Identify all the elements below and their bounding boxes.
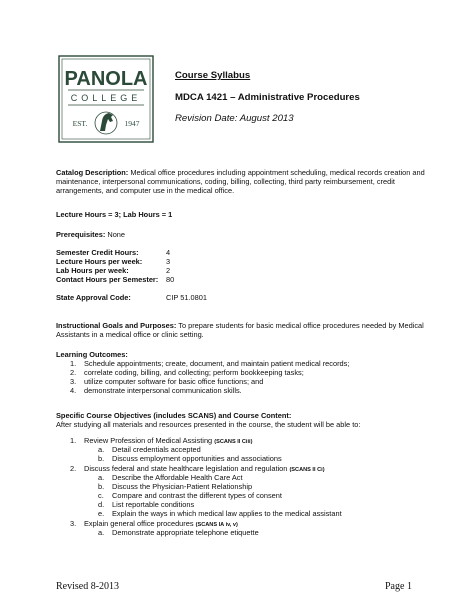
hours-value: 4 <box>166 248 171 257</box>
list-item: 2. correlate coding, billing, and collecting; perform bookkeeping tasks; <box>70 368 304 377</box>
list-item: 3. utilize computer software for basic office functions; and <box>70 377 264 386</box>
hours-value: 2 <box>166 266 171 275</box>
goals-text: To prepare students for basic medical office procedures needed by Medical Assistants in a medical office or clinic setting. <box>56 321 424 340</box>
list-item: 1. Schedule appointments; create, document, and maintain patient medical records; <box>70 359 350 368</box>
objective-item: 3. Explain general office procedures (SCANS IA iv, v) <box>70 519 238 528</box>
course-title: MDCA 1421 – Administrative Procedures <box>175 92 360 103</box>
state-approval-value: CIP 51.0801 <box>166 293 207 302</box>
logo-year: 1947 <box>124 119 140 128</box>
objectives-heading: Specific Course Objectives (includes SCANS) and Course Content: <box>56 411 292 420</box>
logo-est: EST. <box>72 119 88 128</box>
footer-revised: Revised 8-2013 <box>56 581 120 592</box>
logo-sub: COLLEGE <box>70 93 142 103</box>
scans-code: (SCANS IA iv, v) <box>195 522 238 528</box>
hours-label: Semester Credit Hours: <box>56 248 139 257</box>
objective-item: 2. Discuss federal and state healthcare legislation and regulation (SCANS II Ci) <box>70 464 325 473</box>
hours-row <box>56 266 170 275</box>
objective-subitem: d. List reportable conditions <box>98 500 195 509</box>
hours-label: Lecture Hours per week: <box>56 257 143 266</box>
objectives-intro: After studying all materials and resources presented in the course, the student will be able to: <box>56 420 361 429</box>
hours-label: Contact Hours per Semester: <box>56 275 159 284</box>
objective-subitem: a. Describe the Affordable Health Care Act <box>98 473 243 482</box>
outcome-text: Schedule appointments; create, document, and maintain patient medical records; <box>84 359 350 368</box>
catalog-description <box>56 168 426 196</box>
objective-text: Explain general office procedures <box>84 519 194 528</box>
goals-label: Instructional Goals and Purposes: <box>56 321 177 330</box>
outcome-text: correlate coding, billing, and collecting; perform bookkeeping tasks; <box>84 368 304 377</box>
subitem-text: Describe the Affordable Health Care Act <box>112 473 243 482</box>
objective-subitem: c. Compare and contrast the different types of consent <box>98 491 282 500</box>
outcome-text: utilize computer software for basic office functions; and <box>84 377 264 386</box>
catalog-label: Catalog Description: <box>56 168 129 177</box>
hours-label: Lab Hours per week: <box>56 266 129 275</box>
objective-subitem: a. Detail credentials accepted <box>98 445 201 454</box>
state-approval-label: State Approval Code: <box>56 293 131 302</box>
subitem-text: Explain the ways in which medical law applies to the medical assistant <box>112 509 342 518</box>
hours-row <box>56 275 174 284</box>
logo-name: PANOLA <box>64 68 148 90</box>
list-item: 4. demonstrate interpersonal communication skills. <box>70 386 242 395</box>
hours-value: 3 <box>166 257 171 266</box>
subitem-text: Demonstrate appropriate telephone etiquette <box>112 528 259 537</box>
learning-outcomes-heading: Learning Outcomes: <box>56 350 128 359</box>
subitem-text: Discuss the Physician-Patient Relationship <box>112 482 253 491</box>
hours-row <box>56 257 170 266</box>
scans-code: (SCANS II Ci) <box>289 467 325 473</box>
lecture-lab-hours: Lecture Hours = 3; Lab Hours = 1 <box>56 210 173 219</box>
hours-row <box>56 248 170 257</box>
prerequisites-value: None <box>105 230 126 239</box>
subitem-text: Compare and contrast the different types of consent <box>112 491 282 500</box>
hours-value: 80 <box>166 275 175 284</box>
subitem-text: List reportable conditions <box>112 500 195 509</box>
subitem-text: Discuss employment opportunities and associations <box>112 454 282 463</box>
prerequisites-label: Prerequisites: <box>56 230 106 239</box>
pony-emblem-icon <box>95 112 117 134</box>
objective-text: Discuss federal and state healthcare legislation and regulation <box>84 464 288 473</box>
state-approval <box>56 293 207 302</box>
scans-code: (SCANS II Ciii) <box>214 439 253 445</box>
catalog-text: Medical office procedures including appointment scheduling, medical records creation and maintenance, interpersonal communications, coding, billing, collecting, third party reimbursement, credit arrangements, and computer use in the medical office. <box>56 168 425 196</box>
revision-date: Revision Date: August 2013 <box>175 113 294 124</box>
objective-subitem: a. Demonstrate appropriate telephone etiquette <box>98 528 259 537</box>
subitem-text: Detail credentials accepted <box>112 445 201 454</box>
page-number: Page 1 <box>385 581 412 592</box>
prerequisites <box>56 230 125 239</box>
objective-subitem: b. Discuss employment opportunities and associations <box>98 454 282 463</box>
document-title: Course Syllabus <box>175 70 251 81</box>
outcome-text: demonstrate interpersonal communication skills. <box>84 386 242 395</box>
instructional-goals <box>56 321 426 339</box>
panola-college-logo <box>58 55 154 143</box>
objective-subitem: b. Discuss the Physician-Patient Relationship <box>98 482 253 491</box>
objective-subitem: e. Explain the ways in which medical law applies to the medical assistant <box>98 509 342 518</box>
objective-text: Review Profession of Medical Assisting <box>84 436 213 445</box>
objective-item: 1. Review Profession of Medical Assisting (SCANS II Ciii) <box>70 436 253 445</box>
